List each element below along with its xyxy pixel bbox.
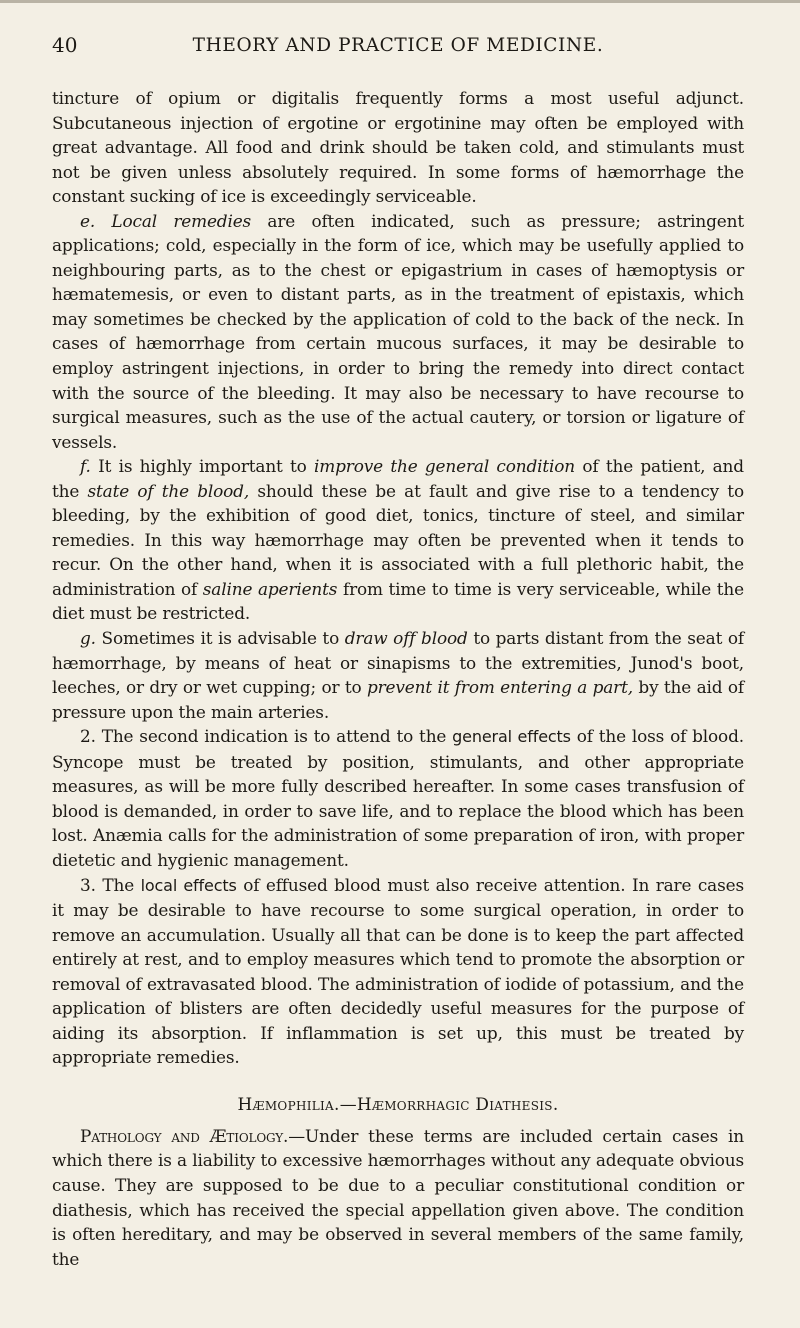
item-label: f. <box>80 456 91 477</box>
page-body <box>52 64 744 1271</box>
running-title: THEORY AND PRACTICE OF MEDICINE. <box>192 35 604 56</box>
section-heading: Hæmophilia.—Hæmorrhagic Diathesis. <box>237 1093 559 1114</box>
text: to parts distant from the seat of hæmorrhage, by means of heat or sinapisms to the extremities, Junod's boot, leeches, or dry or wet cupping; or to <box>52 628 744 698</box>
text: should these be at fault and give rise to a tendency to bleeding, by the exhibition of good diet, tonics, tincture of steel, and similar remedies. In this way hæmorrhage may often be prevented when it tends to recur. On the other hand, when it is associated with a full plethoric habit, the administration of <box>52 480 744 599</box>
paragraph-general-condition <box>52 454 744 626</box>
text: It is highly important to <box>98 456 307 477</box>
emphasis: improve the general condition <box>314 456 576 477</box>
text: of effused blood must also receive attention. In rare cases it may be desirable to have recourse to some surgical operation, in order to remove an accumulation. Usually all that can be done is to keep the part affected entirely at rest, and to employ measures which tend to promote the absorption or removal of extravasated blood. The administration of iodide of potassium, and the application of blisters are often decidedly useful measures for the purpose of aiding its absorption. If inflammation is set up, this must be treated by appropriate remedies. <box>52 874 744 1068</box>
text: are often indicated, such as pressure; astringent applications; cold, especially in the form of ice, which may be usefully applied to neighbouring parts, as to the chest or epigastrium in cases of hæmoptysis or hæmatemesis, or even to distant parts, as in the treatment of epistaxis, which may sometimes be checked by the application of cold to the back of the neck. In cases of hæmorrhage from certain mucous surfaces, it may be desirable to employ astringent injections, in order to bring the remedy into direct contact with the source of the bleeding. It may also be necessary to have recourse to surgical measures, such as the use of the actual cautery, or torsion or ligature of vessels. <box>52 210 744 452</box>
text: of the loss of blood. Syncope must be treated by position, stimulants, and other appropriate measures, as will be more fully described hereafter. In some cases transfusion of blood is demanded, in order to save life, and to replace the blood which has been lost. Anæmia calls for the administration of some preparation of iron, with proper dietetic and hygienic management. <box>52 726 744 870</box>
text: by the aid of pressure upon the main arteries. <box>52 677 744 722</box>
paragraph-continued <box>52 86 744 209</box>
subsection-label: Pathology and Ætiology. <box>80 1125 289 1146</box>
paragraph-local-effects <box>52 873 744 1070</box>
keyword: local effects <box>140 875 237 895</box>
emphasis: saline aperients <box>202 578 338 599</box>
item-label: g. <box>80 628 96 649</box>
text: from time to time is very serviceable, while the diet must be restricted. <box>52 578 744 624</box>
text: tincture of opium or digitalis frequently forms a most useful adjunct. Subcutaneous injection of ergotine or ergotinine may often be employed with great advantage. All food and drink should be taken cold, and stimulants must not be given unless absolutely required. In some forms of hæmorrhage the constant sucking of ice is exceedingly serviceable. <box>52 88 744 207</box>
page-number: 40 <box>52 33 78 57</box>
text: 2. The second indication is to attend to the <box>80 726 447 747</box>
emphasis: draw off blood <box>344 628 468 649</box>
emphasis: Local remedies <box>111 210 252 231</box>
text: 3. The <box>80 874 135 895</box>
item-label: e. <box>80 210 96 231</box>
text: of the patient, and the <box>52 456 744 501</box>
emphasis: prevent it from entering a part, <box>366 677 633 698</box>
paragraph-local-remedies <box>52 209 744 454</box>
emphasis: state of the blood, <box>87 480 250 501</box>
text: Sometimes it is advisable to <box>101 628 340 649</box>
running-header <box>52 0 744 64</box>
paragraph-draw-off-blood <box>52 626 744 724</box>
text: —Under these terms are included certain cases in which there is a liability to excessive hæmorrhages without any adequate obvious cause. They are supposed to be due to a peculiar constitutional condition or diathesis, which has received the special appellation given above. The condition is often hereditary, and may be observed in several members of the same family, the <box>52 1125 745 1269</box>
paragraph-pathology <box>52 1124 744 1271</box>
paragraph-general-effects <box>52 724 744 872</box>
keyword: general effects <box>452 727 571 747</box>
